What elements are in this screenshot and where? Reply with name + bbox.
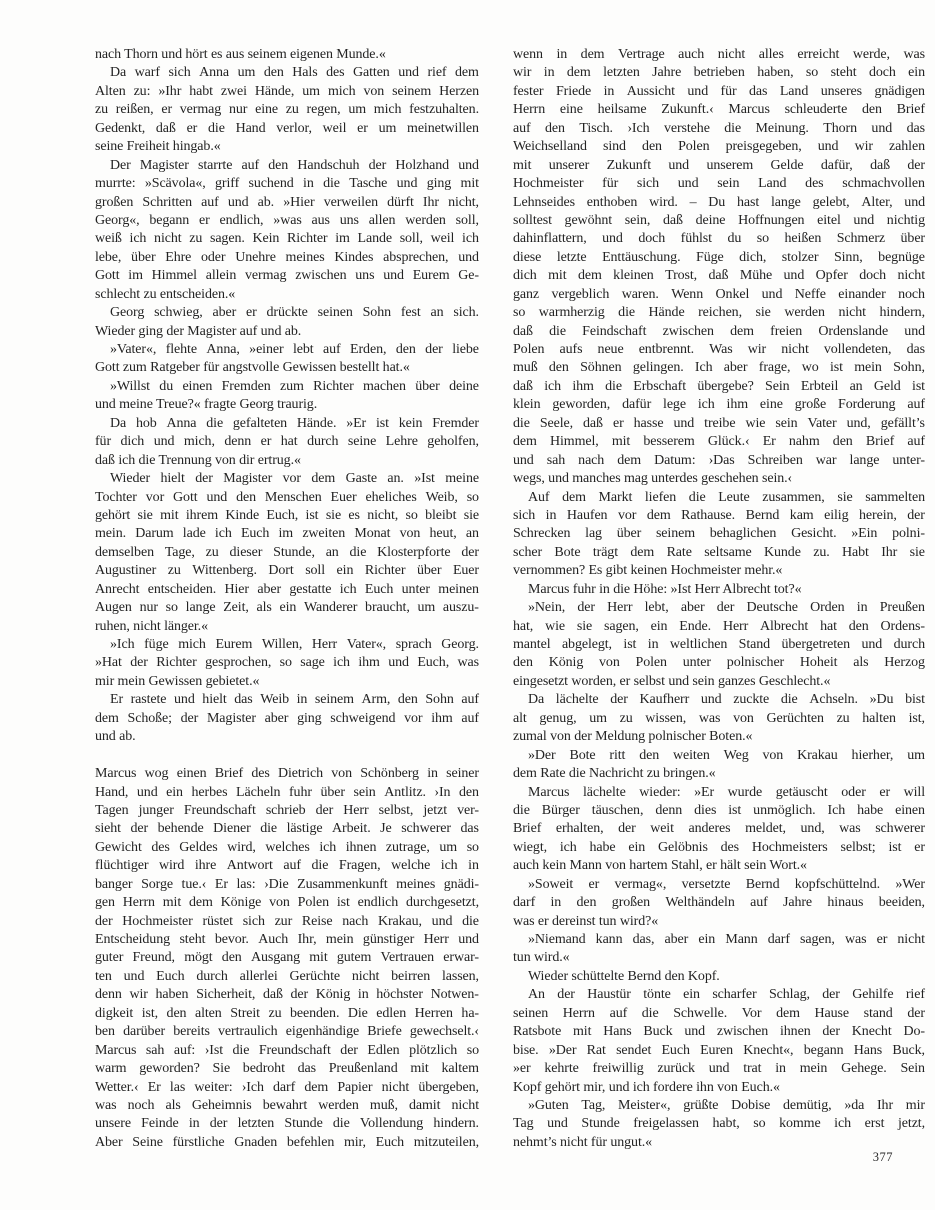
paragraph [513,931,925,968]
text-line: Tag und Stunde freigelassen habt, so komme ich erst jetzt, [513,1116,925,1132]
text-line: was noch als Geheimnis bewahrt werden muß, damit nicht [95,1097,479,1113]
text-line: Er rastete und hielt das Weib in seinem Arm, den Sohn auf [110,692,479,708]
text-line: »Soweit er vermag«, versetzte Bernd kopfschüttelnd. »Wer [528,876,925,892]
text-line: dich mit dem kleinen Trost, daß Mühe und Opfer doch nicht [513,268,925,284]
text-line: darf in den großen Welthändeln auf Jahre hinaus beeiden, [513,895,925,911]
text-line: Alten zu: »Ihr habt zwei Hände, um mich von seinem Herzen [95,83,479,99]
text-line: ganz vergeblich waren. Wenn Onkel und Neffe einander noch [513,286,925,302]
text-line: Der Magister starrte auf den Handschuh der Holzhand und [110,157,479,173]
text-line: dem Schoße; der Magister aber ging schweigend vor ihm auf [95,710,479,726]
text-line: murrte: »Scävola«, griff suchend in die Tasche und ging mit [95,176,479,192]
text-line: Tochter vor Gott und den Menschen Euer eheliches Weib, so [95,489,479,505]
text-line: Georg«, begann er endlich, »was aus uns allen werden soll, [95,212,479,228]
text-line: fester Friede in Aussicht und für das Land unseres gnädigen [513,83,925,99]
text-line: großen Schritten auf und ab. »Hier verweilen dürft Ihr nicht, [95,194,479,210]
text-line: Kopf gehört mir, und ich fordere ihn von Euch.« [513,1079,780,1095]
text-line: Wieder ging der Magister auf und ab. [95,323,302,339]
text-line: sieht der behende Diener die lästige Arbeit. Je schwerer das [95,821,479,837]
text-line: und ab. [95,729,136,745]
paragraph [95,64,479,156]
text-line: wiegt, ich habe ein Gelöbnis des Hochmeisters selbst; ist er [513,839,925,855]
text-line: wenn in dem Vertrage auch nicht alles erreicht werde, was [513,47,925,62]
text-line: Marcus sah auf: ›Ist die Freundschaft der Edlen plötzlich so [95,1042,479,1058]
paragraph [95,378,479,415]
text-line: demselben Tage, zu dieser Stunde, an die Klosterpforte der [95,544,479,560]
text-line: digkeit ist, den alten Streit zu beenden. Die edlen Herren ha- [95,1005,479,1021]
paragraph [95,341,479,378]
text-line: eingesetzt worden, er selbst und sein ganzes Geschlecht.« [513,673,831,689]
text-line: sich in Haufen vor dem Rathause. Bernd kam eilig herein, der [513,507,925,523]
text-line: ben darüber bereits vertraulich eigenhändige Briefe gewechselt.‹ [95,1024,479,1040]
text-line: Marcus fuhr in die Höhe: »Ist Herr Albrecht tot?« [528,581,802,597]
paragraph [513,599,925,691]
text-line: gen Herrn mit dem Könige von Polen ist endlich durchgesetzt, [95,895,479,911]
text-line: die Seele, daß er hasse und treibe wie sein Vater und, gefällt’s [513,415,925,431]
text-line: »Guten Tag, Meister«, grüßte Dobise demütig, »da Ihr mir [528,1097,925,1113]
text-line: scher Bote trägt dem Rate seltsame Kunde zu. Habt Ihr sie [513,544,925,560]
text-line: Augustiner zu Wittenberg. Dort soll ein Richter über Euer [95,563,479,579]
text-line: Polen aufs neue entbrennt. Was wir nicht vollendeten, das [513,342,925,357]
text-line: »Der Bote ritt den weiten Weg von Krakau hierher, um [528,747,925,763]
text-line: zumal von der Meldung polnischer Boten.« [513,729,753,745]
text-line: mein. Darum lade ich Euch im zweiten Monat von heut, an [95,526,479,542]
text-line: Da warf sich Anna um den Hals des Gatten und rief dem [110,65,479,81]
text-line: Brief erhalten, der weit anderes meldet, und, was schwerer [513,821,925,837]
text-line: Gewicht des Geldes wird, welches ich ihnen zutrage, um so [95,839,479,855]
text-line: Hochmeister für sich und sein Land des schmachvollen [513,176,925,192]
text-line: auch kein Mann von hartem Stahl, er hält sein Wort.« [513,858,807,874]
text-line: daß die Feindschaft zwischen dem freien Ordenslande und [513,323,925,339]
text-line: »Ich füge mich Eurem Willen, Herr Vater«, sprach Georg. [110,637,479,652]
text-line: ruhen, nicht länger.« [95,618,208,634]
text-line: vernommen? Es gibt keinen Hochmeister mehr.« [513,563,783,579]
text-line: warm geworden? Sie bedroht das Preußenland mit kaltem [95,1061,479,1077]
text-line: Entscheidung steht bevor. Auch Ihr, mein günstiger Herr und [95,932,479,947]
text-line: Gott zum Ratgeber für angstvolle Gewissen bestellt hat.« [95,360,410,376]
paragraph [513,1097,925,1152]
text-line: An der Haustür tönte ein scharfer Schlag, der Gehilfe rief [528,987,925,1003]
text-line: seinen Herrn auf die Schwelle. Vor dem Hause stand der [513,1005,925,1021]
text-line: Anrecht entscheiden. Hier aber gestatte ich Euch unter meinen [95,581,479,597]
text-line: für dich und mich, denn er hat durch seine Lehre geholfen, [95,434,479,450]
paragraph [513,876,925,931]
text-line: dem Himmel, mit besserem Glück.‹ Er nahm den Brief auf [513,434,925,450]
text-line: seine Freiheit hingab.« [95,139,221,155]
text-line: wegs, und manches mag unterdes geschehen sein.‹ [513,471,793,487]
text-line: Auf dem Markt liefen die Leute zusammen, sie sammelten [528,489,925,505]
paragraph [95,304,479,341]
text-line: solltest gewöhnt sein, daß deine Hoffnungen eitel und nichtig [513,212,925,228]
text-line: banger Sorge tue.‹ Er las: ›Die Zusammenkunft meines gnädi- [95,876,479,892]
text-line: muß den Söhnen gelingen. Ich aber frage, wo ist mein Sohn, [513,360,925,376]
paragraph [513,691,925,746]
text-line: lebe, über Ehre oder Unehre meines Kindes absprechen, und [95,249,479,265]
text-line: »er kehrte freiwillig zurück und trat in mein Gehege. Sein [513,1061,925,1077]
text-line: »Nein, der Herr lebt, aber der Deutsche Orden in Preußen [528,600,925,616]
text-line: Ratsbote mit Hans Buck und zwischen ihnen der Knecht Do- [513,1024,925,1040]
text-line: nehmt’s nicht für ungut.« [513,1134,653,1150]
paragraph [95,691,479,746]
text-line: Georg schwieg, aber er drückte seinen Sohn fest an sich. [110,305,479,321]
text-line: daß ich ihm die Erbschaft übergebe? Sein Erbteil an Geld ist [513,378,925,394]
text-line: Herrn eine heilsame Zukunft.‹ Marcus schleuderte den Brief [513,102,925,118]
text-line: was er dereinst tun wird?« [513,913,659,929]
text-line: schlecht zu entscheiden.« [95,286,236,302]
text-line: mantel abgelegt, ist in weltlichen Stand übergetreten und durch [513,637,925,652]
text-line: gehört sie mit ihrem Kinde Euch, ist sie es nicht, so bleibt sie [95,507,479,523]
text-line: weiß ich nicht zu sagen. Kein Richter im Lande soll, weil ich [95,231,479,247]
paragraph [513,747,925,784]
text-column-right [513,46,925,1152]
text-line: der Hochmeister rüstet sich zur Reise nach Krakau, und die [95,913,479,929]
paragraph [95,470,479,636]
text-line: auf den Tisch. ›Ich verstehe die Meinung. Thorn und das [513,120,925,136]
text-line: Wieder hielt der Magister vor dem Gaste an. »Ist meine [110,471,479,487]
text-line: flüchtiger wird ihre Antwort auf die Fragen, welche ich in [95,858,479,874]
text-line: dahinflattern, und doch fühlst du so heißen Schmerz über [513,231,925,247]
paragraph [513,46,925,489]
text-line: Lehnseides enthoben wird. – Du hast lange gelebt, Alter, und [513,194,925,210]
text-line: alt genug, um zu wissen, was von Gerüchten zu halten ist, [513,710,925,726]
text-line: Gott im Himmel allein vermag zwischen uns und Eurem Ge- [95,268,479,284]
text-line: diese letzte Enttäuschung. Füge dich, stolzer Sinn, begnüge [513,249,925,265]
text-line: Gedenkt, daß er die Hand verlor, weil er um meinetwillen [95,120,479,136]
text-line: nach Thorn und hört es aus seinem eigenen Munde.« [95,47,386,62]
paragraph [95,46,479,64]
text-line: Marcus lächelte wieder: »Er wurde getäuscht oder er will [528,784,925,800]
text-line: unsere Feinde in der letzten Stunde die Vollendung hindern. [95,1116,479,1132]
text-line: zu reißen, er vermag nur eine zu regen, um mich festzuhalten. [95,102,479,118]
paragraph [95,157,479,305]
text-line: wir in dem letzten Jahre betrieben haben, so steht doch ein [513,65,925,81]
text-line: daß ich die Trennung von dir ertrug.« [95,452,301,468]
text-line: »Willst du einen Fremden zum Richter machen über deine [110,378,479,394]
text-line: tun wird.« [513,950,570,966]
text-line: ten und Euch durch allerlei Gerüchte nicht beirren lassen, [95,968,479,984]
text-line: so warmherzig die Hände reichen, sie werden nicht hindern, [513,305,925,321]
text-line: Weichselland sind den Polen preisgegeben, und wir zahlen [513,139,925,155]
text-line: Aber Seine fürstliche Gnaden befehlen mir, Euch mitzuteilen, [95,1134,479,1150]
text-line: »Vater«, flehte Anna, »einer lebt auf Erden, den der liebe [110,342,479,357]
text-line: klein geworden, dafür lege ich ihm eine große Forderung auf [513,397,925,413]
paragraph [513,986,925,1097]
text-line: mit unserer Zukunft und unserem Gelde dafür, daß der [513,157,925,173]
paragraph [513,581,925,599]
text-line: Wetter.‹ Er las weiter: ›Ich darf dem Papier nicht übergeben, [95,1079,479,1095]
text-line: den König von Polen unter polnischer Hoheit als Herzog [513,655,925,671]
paragraph [513,489,925,581]
text-line: mir mein Gewissen gebietet.« [95,673,260,689]
paragraph [513,968,925,986]
text-column-left [95,46,479,1152]
text-line: Hand, und ein herbes Lächeln fuhr über sein Antlitz. ›In den [95,784,479,800]
text-line: »Niemand kann das, aber ein Mann darf sagen, was er nicht [528,932,925,947]
text-line: guter Freund, mögt den Ausgang mit gutem Vertrauen erwar- [95,950,479,966]
text-line: bise. »Der Rat sendet Euch Euren Knecht«, begann Hans Buck, [513,1042,925,1058]
text-line: Marcus wog einen Brief des Dietrich von Schönberg in seiner [95,766,479,782]
paragraph [95,765,479,1152]
paragraph [513,784,925,876]
paragraph [95,636,479,691]
text-line: dem Rate die Nachricht zu bringen.« [513,766,716,782]
page-number: 377 [872,1150,893,1164]
text-line: hat, wie sie sagen, ein Ende. Herr Albrecht hat den Ordens- [513,618,925,634]
text-line: Tagen junger Freundschaft schrieb der Herr selbst, jetzt ver- [95,802,479,818]
text-line: Wieder schüttelte Bernd den Kopf. [528,968,720,984]
text-line: »Hat der Richter gesprochen, so sage ich ihm und Euch, was [95,655,479,671]
paragraph [95,415,479,470]
text-line: die Bürger täuschen, denn dies ist unmöglich. Ich habe einen [513,802,925,818]
text-line: Augen nur so lange Zeit, als ein Wanderer braucht, um auszu- [95,600,479,616]
text-line: Da lächelte der Kaufherr und zuckte die Achseln. »Du bist [528,692,925,708]
text-line: und meine Treue?« fragte Georg traurig. [95,397,318,413]
text-line: und sah nach dem Datum: ›Das Schreiben war lange unter- [513,452,925,468]
text-line: Schrecken lag über seinem behaglichen Gesicht. »Ein polni- [513,526,925,542]
text-line: Da hob Anna die gefalteten Hände. »Er ist kein Fremder [110,415,479,431]
text-line: denn wir haben Sicherheit, daß der König in höchster Notwen- [95,987,479,1003]
